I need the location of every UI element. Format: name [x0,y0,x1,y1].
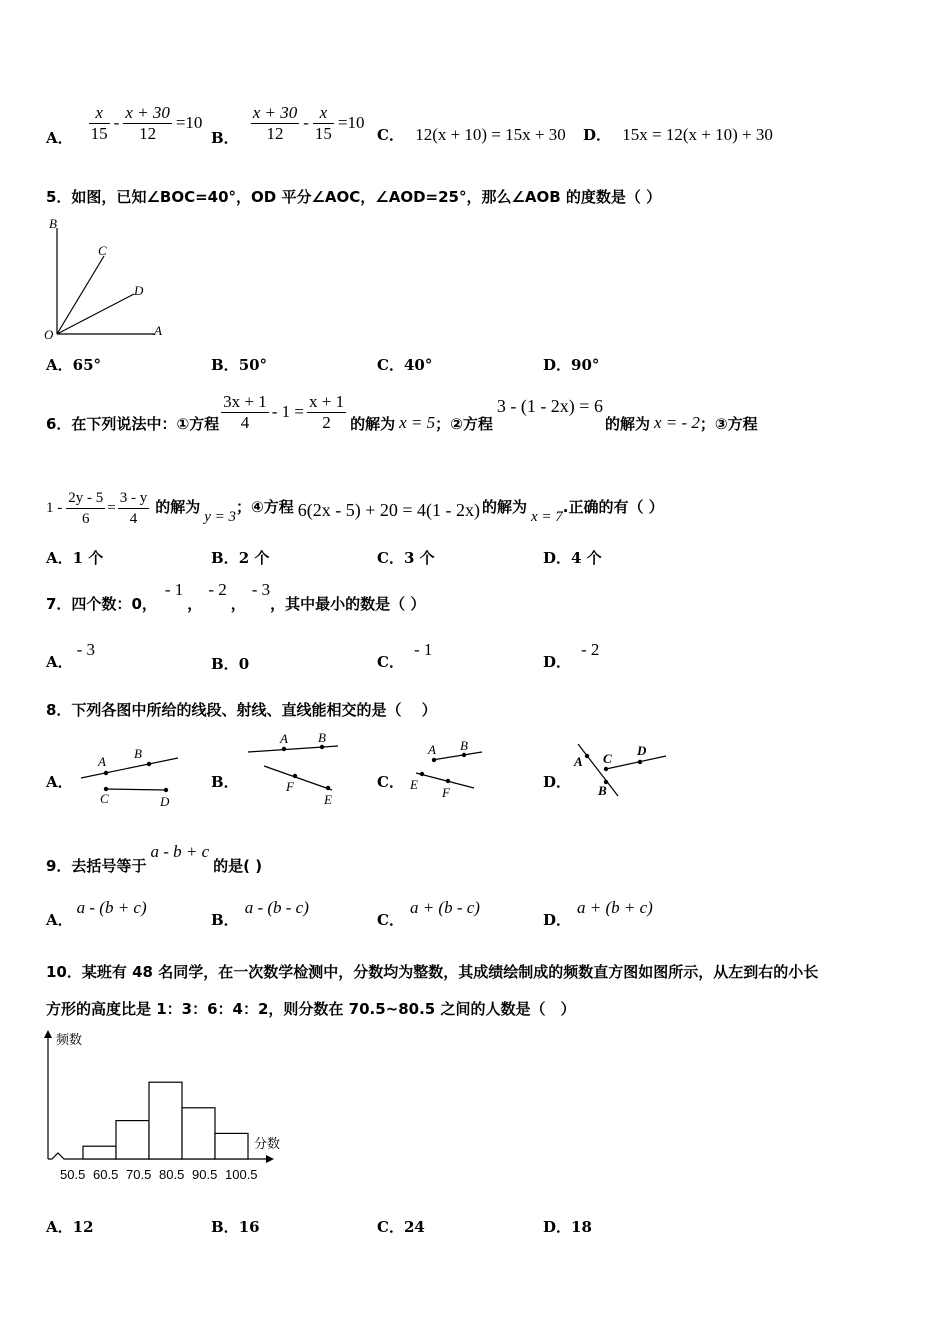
q8a-segment-cd [106,789,166,790]
q10-option-a-value: 12 [72,1218,94,1236]
q5-option-c-label: C． [377,356,404,374]
q10-option-d-value: 18 [571,1218,592,1236]
q8a-label-b: B [134,746,142,761]
histogram-bar-5 [215,1133,248,1159]
q10-option-c-value: 24 [403,1218,425,1236]
histogram-tick-label: 90.5 [192,1167,218,1182]
q7-option-a[interactable] [46,640,95,672]
q7-option-b-label: B． [211,655,239,673]
q7-option-c[interactable] [377,640,432,672]
q5-label-c: C [98,243,107,258]
q8-option-b-label: B． [211,773,239,791]
q7-n1: - 1 [164,580,184,599]
q8d-label-a: A [574,754,583,769]
q5-option-a-label: A． [46,356,73,374]
q9-option-c-value: a + (b - c) [409,898,480,917]
q8a-line-ab [81,758,178,778]
q8a-label-c: C [100,791,109,806]
q5-figure [40,214,175,344]
q6-option-d-value: 4 个 [571,549,602,567]
q6-part2: ；②方程 [435,414,493,433]
q8b-ray-fe [264,766,332,790]
q8-text: 8．下列各图中所给的线段、射线、直线能相交的是（ ） [46,701,437,719]
q4-option-a-label: A． [46,128,73,147]
histogram-bar-2 [116,1121,149,1159]
q8c-point-f [446,779,450,783]
q6-option-c-label: C． [377,549,404,567]
q9-option-a[interactable] [46,898,147,930]
q6-part5: .正确的有（ ） [562,497,664,516]
q9-option-d[interactable] [543,898,653,930]
q6-option-d-label: D． [543,549,572,567]
q8b-label-e: E [324,792,332,807]
q9-option-a-value: a - (b + c) [76,898,147,917]
q9-option-b-label: B． [211,911,239,929]
q7-tail: ，其中最小的数是（ ） [270,595,426,613]
q6-eq1-den1: 4 [240,412,250,432]
q8c-label-e: E [410,777,418,792]
q8b-label-f: F [286,779,294,794]
q6-sol-text-2: 的解为 [604,414,650,433]
q4b-num1: x + 30 [252,102,298,122]
q6-line2 [46,484,664,532]
q6-eq3-pre: 1 - [46,499,63,516]
q8-option-a-label: A． [46,773,73,791]
q4b-minus: - [303,113,309,132]
q4-option-d[interactable] [583,124,773,145]
q7-option-b-value: 0 [238,655,250,673]
histogram-x-arrow-icon [266,1155,274,1163]
histogram-tick-label: 100.5 [225,1167,258,1182]
q4a-minus: - [113,113,120,132]
q4b-num2: x [313,103,334,124]
q10-option-c[interactable] [377,1216,425,1237]
q6-eq3 [46,488,149,529]
q7-option-c-value: - 1 [413,640,433,659]
q10-option-a-label: A． [46,1218,73,1236]
q8c-point-b [462,753,466,757]
q9-option-d-value: a + (b + c) [577,898,653,917]
q8c-label-a: A [428,742,436,757]
q5-label-o: O [44,327,54,342]
histogram-tick-label: 80.5 [159,1167,185,1182]
q4b-rhs: =10 [337,113,365,132]
q10-option-d-label: D． [543,1218,572,1236]
q5-label-a: A [154,323,162,338]
q6-eq1-den2: 2 [322,412,331,432]
histogram-y-arrow-icon [44,1030,52,1038]
q6-option-a-value: 1 个 [72,549,104,567]
q8-option-c[interactable] [377,771,404,792]
q6-sol3: y = 3 [204,508,237,525]
histogram-bar-4 [182,1108,215,1159]
q6-eq1-mid: - 1 = [271,402,304,421]
q8c-label-f: F [442,785,450,800]
q4b-den1: 12 [266,123,284,143]
q8-option-b[interactable] [211,771,239,792]
q10-option-b-label: B． [211,1218,239,1236]
q7-option-b[interactable] [211,653,249,674]
q4a-rhs: =10 [175,113,203,132]
q4b-den2: 15 [314,123,332,143]
q8d-label-b: B [598,783,607,798]
q10-option-b[interactable] [211,1216,260,1237]
q4-option-d-label: D． [583,126,612,144]
q10-option-d[interactable] [543,1216,592,1237]
q10-option-a[interactable] [46,1216,94,1237]
q9-option-b[interactable] [211,898,309,930]
q6-sol-text-1: 的解为 [350,414,396,433]
q4a-num2: x + 30 [125,102,170,122]
q4a-den1: 15 [90,123,108,143]
q8b-label-b: B [318,730,326,745]
q6-eq1 [221,392,346,433]
histogram-bar-3 [149,1082,182,1159]
q7-n2: - 2 [208,580,227,599]
q8b-point-f [293,774,297,778]
q8b-label-a: A [280,731,288,746]
q6-part4: ；④方程 [236,497,294,516]
q6-part1: 6．在下列说法中：①方程 [46,414,220,433]
q8-option-d[interactable] [543,771,571,792]
q10-line1: 10．某班有 48 名同学，在一次数学检测中，分数均为整数，其成绩绘制成的频数直方图如图所示，从左到右的小长 [46,963,819,981]
q4-option-b[interactable] [211,96,364,150]
q6-option-a-label: A． [46,549,73,567]
q5-option-b[interactable] [211,354,267,375]
q8c-ray-ab [432,752,482,760]
q9-text [46,840,262,876]
q8d-ray-cd [606,756,666,769]
q6-option-a[interactable] [46,547,103,568]
q6-sol2: x = - 2 [653,413,700,432]
q8d-point-d [638,760,642,764]
q8b-point-b [320,745,324,749]
histogram-x-label: 分数 [254,1137,281,1152]
q8c-label-b: B [460,738,468,753]
q7-option-d-value: - 2 [581,640,600,659]
q6-option-d[interactable] [543,547,602,568]
q7-option-a-label: A． [46,653,73,671]
q6-eq3-mid: = [107,499,116,516]
q5-option-a[interactable] [46,354,101,375]
q9-option-a-label: A． [46,911,73,929]
q4-option-a[interactable] [46,96,202,150]
q5-option-c[interactable] [377,354,432,375]
q6-eq3-num1: 2y - 5 [66,488,105,509]
q9-lead: 9．去括号等于 [46,857,147,875]
q8-figure-a[interactable] [78,742,183,810]
q8-option-d-label: D． [543,773,572,791]
q7-option-a-value: - 3 [76,640,96,659]
q4-option-d-math: 15x = 12(x + 10) + 30 [622,125,773,144]
q6-eq3-den1: 6 [82,510,90,527]
q6-option-c-value: 3 个 [403,549,435,567]
q8c-point-e [420,772,424,776]
q4-option-b-label: B． [211,128,239,147]
q6-eq1-num1: 3x + 1 [223,391,267,411]
q5-text: 5．如图，已知∠BOC=40°，OD 平分∠AOC，∠AOD=25°，那么∠AOB 的度数是（ ） [46,188,662,206]
q8-option-a[interactable] [46,771,73,792]
q6-option-b[interactable] [211,547,269,568]
q6-eq3-num2: 3 - y [118,488,150,509]
q8-figure-d[interactable] [570,736,670,802]
q9-option-d-label: D． [543,911,572,929]
q4a-num1: x [89,103,110,124]
q8c-point-a [432,758,436,762]
q6-option-b-value: 2 个 [238,549,270,567]
histogram-y-label: 频数 [56,1033,83,1048]
q7-option-d[interactable] [543,640,599,672]
q4-option-a-math [89,103,203,144]
histogram-tick-label: 50.5 [60,1167,86,1182]
q5-option-c-value: 40° [403,356,433,374]
q5-option-d-label: D． [543,356,572,374]
q10-line2: 方形的高度比是 1：3：6：4：2，则分数在 70.5~80.5 之间的人数是（ ） [46,1000,576,1018]
q7-option-d-label: D． [543,653,572,671]
q7-n3: - 3 [251,580,271,599]
q9-option-b-value: a - (b - c) [244,898,309,917]
q8-option-c-label: C． [377,773,404,791]
q9-expr: a - b + c [150,842,210,861]
q4-option-b-math [251,103,365,144]
q8d-point-c [604,767,608,771]
q8b-point-e [326,786,330,790]
q8d-label-c: C [603,751,612,766]
q8a-label-a: A [98,754,106,769]
histogram-tick-label: 60.5 [93,1167,119,1182]
q7-lead: 7．四个数：0， [46,595,157,613]
q9-option-c[interactable] [377,898,480,930]
q8-figure-c[interactable] [406,736,486,802]
q6-eq4: 6(2x - 5) + 20 = 4(1 - 2x) [297,499,480,520]
q6-sol4: x = 7 [531,508,563,525]
q5-label-b: B [49,216,57,231]
q10-option-c-label: C． [377,1218,404,1236]
q8a-label-d: D [160,794,170,809]
q9-tail: 的是( ) [213,857,263,875]
q5-option-a-value: 65° [72,356,102,374]
q6-eq2: 3 - (1 - 2x) = 6 [496,395,603,416]
q8a-point-b [147,762,151,766]
q7-option-c-label: C． [377,653,404,671]
q6-option-b-label: B． [211,549,239,567]
q5-option-b-label: B． [211,356,239,374]
q4-option-c-math: 12(x + 10) = 15x + 30 [415,125,566,144]
q5-option-b-value: 50° [238,356,268,374]
q6-line1 [46,386,758,438]
q4a-den2: 12 [139,123,157,143]
q6-sol-text-4: 的解为 [482,497,528,516]
q10-option-b-value: 16 [238,1218,260,1236]
q8-figure-b[interactable] [244,730,344,810]
q10-histogram [40,1028,300,1188]
q6-eq3-den2: 4 [129,510,138,527]
q8a-point-d [164,788,168,792]
q6-sol1: x = 5 [399,413,436,432]
q5-label-d: D [134,283,144,298]
q7-sep2: ， [230,595,246,613]
histogram-bar-1 [83,1146,116,1159]
q8d-label-d: D [637,743,647,758]
q8d-point-a [585,754,589,758]
q8a-point-a [104,771,108,775]
q6-part3: ；③方程 [699,414,758,433]
q6-option-c[interactable] [377,547,435,568]
histogram-tick-label: 70.5 [126,1167,152,1182]
q7-sep1: ， [187,595,203,613]
q6-eq1-num2: x + 1 [308,391,345,411]
q9-option-c-label: C． [377,911,404,929]
q4-option-c-label: C． [377,126,404,144]
q5-option-d-value: 90° [571,356,600,374]
q7-text [46,578,425,614]
q8b-point-a [282,747,286,751]
q6-sol-text-3: 的解为 [155,497,201,516]
q8b-line-ab [248,746,338,752]
q4-option-c[interactable] [377,124,566,145]
q5-option-d[interactable] [543,354,599,375]
